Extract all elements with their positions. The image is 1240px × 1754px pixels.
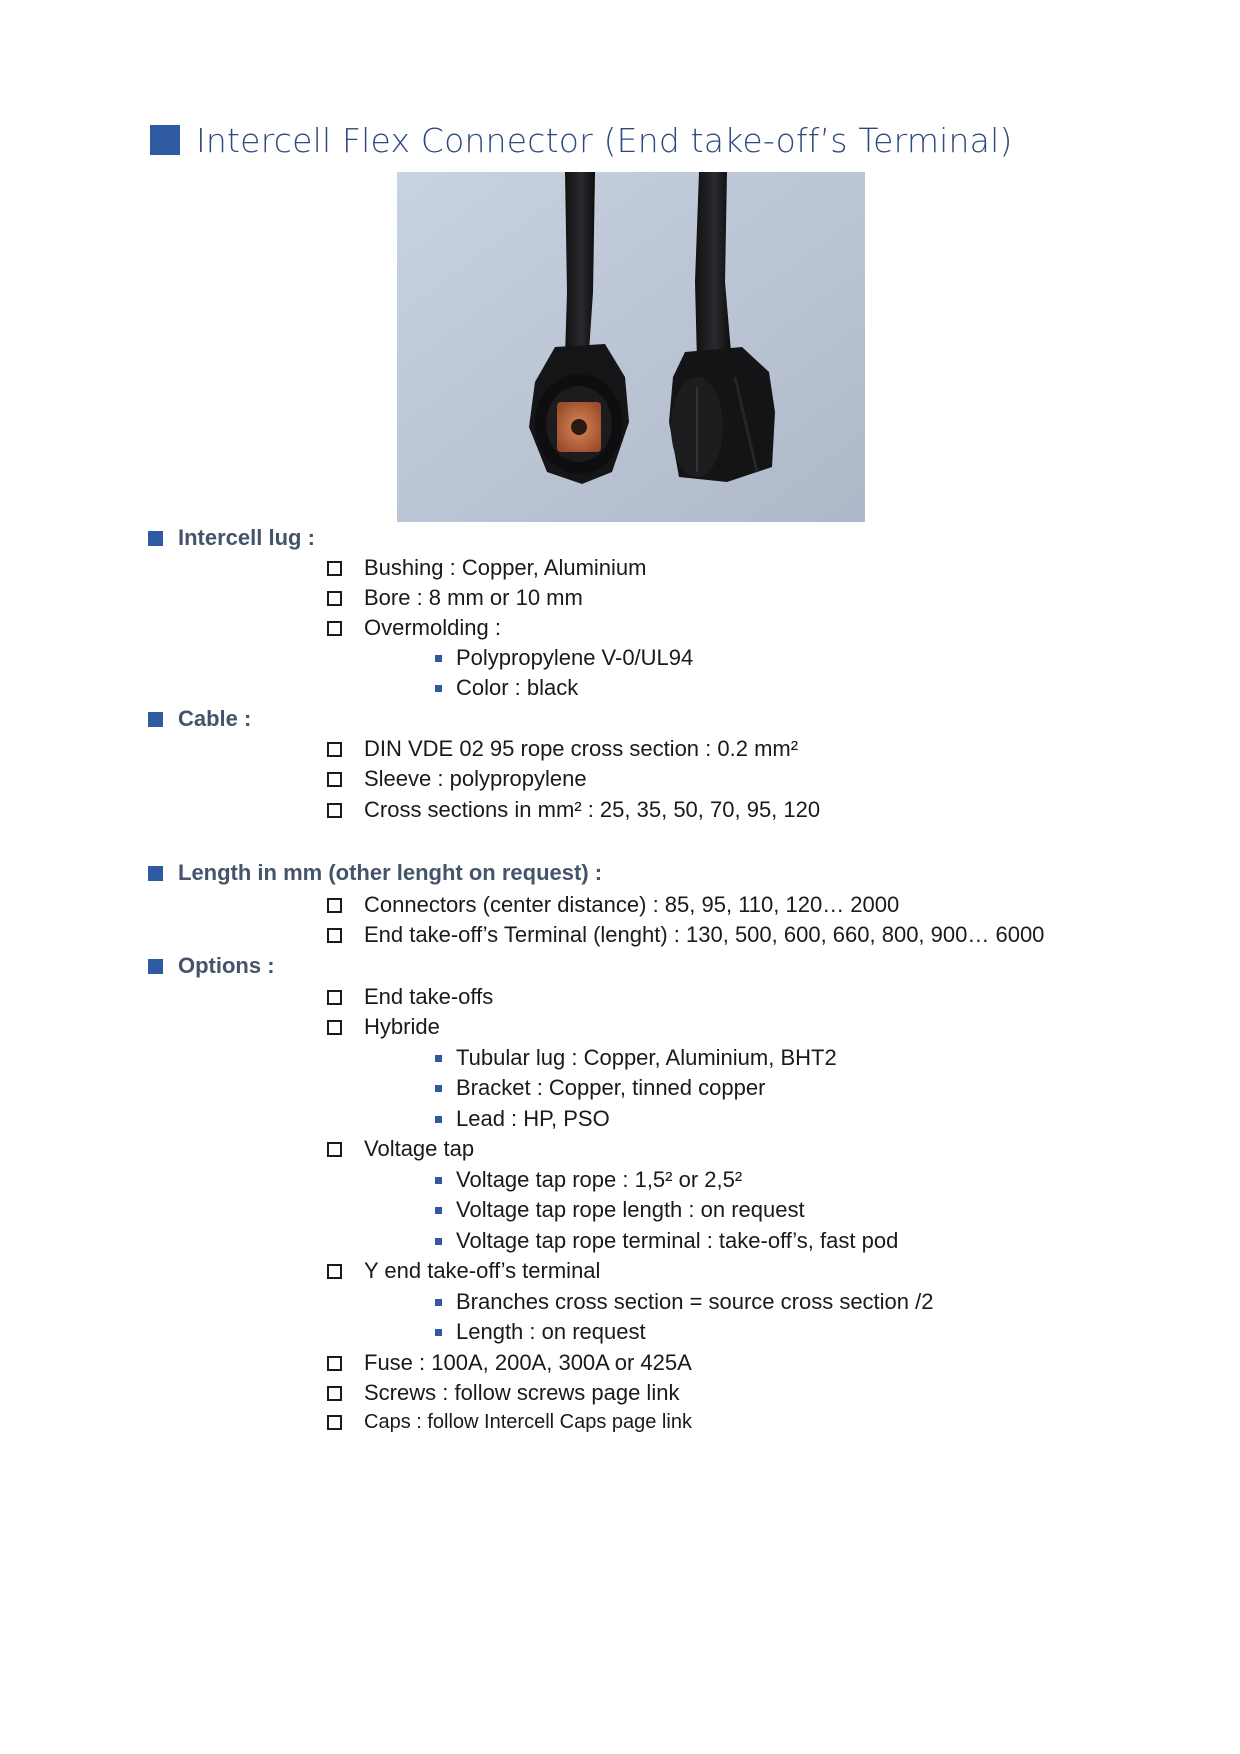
bullet-icon xyxy=(435,655,442,662)
sub-list-item xyxy=(435,644,693,672)
checklist-item xyxy=(327,1013,440,1041)
bullet-icon xyxy=(435,1238,442,1245)
sub-list-item xyxy=(435,1318,646,1346)
item-text: Connectors (center distance) : 85, 95, 110, 120… 2000 xyxy=(364,892,900,917)
section-length xyxy=(148,859,602,887)
checklist-item xyxy=(327,891,899,919)
bullet-icon xyxy=(435,1299,442,1306)
title-row xyxy=(150,118,1013,162)
bullet-icon xyxy=(435,1085,442,1092)
item-text: Bracket : Copper, tinned copper xyxy=(456,1075,766,1100)
section-options xyxy=(148,952,275,980)
sub-list-item xyxy=(435,1044,837,1072)
sub-list-item xyxy=(435,674,578,702)
item-text: Voltage tap rope length : on request xyxy=(456,1197,805,1222)
page-title: Intercell Flex Connector (End take-off’s Terminal) xyxy=(196,120,1013,160)
sub-list-item xyxy=(435,1074,765,1102)
checklist-item xyxy=(327,1408,692,1436)
section-label: Cable : xyxy=(178,706,252,731)
bullet-icon xyxy=(435,685,442,692)
item-text: DIN VDE 02 95 rope cross section : 0.2 mm² xyxy=(364,736,799,761)
checkbox-icon xyxy=(327,621,342,636)
checklist-item xyxy=(327,735,798,763)
checkbox-icon xyxy=(327,561,342,576)
item-text: Bushing : Copper, Aluminium xyxy=(364,555,647,580)
item-text: Sleeve : polypropylene xyxy=(364,766,587,791)
section-label: Intercell lug : xyxy=(178,525,315,550)
section-label: Length in mm (other lenght on request) : xyxy=(178,860,603,885)
checkbox-icon xyxy=(327,1356,342,1371)
checklist-item xyxy=(327,584,583,612)
checkbox-icon xyxy=(327,1020,342,1035)
item-text: Overmolding : xyxy=(364,615,501,640)
bullet-icon xyxy=(435,1177,442,1184)
checklist-item xyxy=(327,614,501,642)
item-text: Screws : follow screws page link xyxy=(364,1380,680,1405)
checklist-item xyxy=(327,983,493,1011)
item-text: Length : on request xyxy=(456,1319,646,1344)
item-text: End take-offs xyxy=(364,984,494,1009)
bullet-icon xyxy=(435,1207,442,1214)
sub-list-item xyxy=(435,1166,742,1194)
checkbox-icon xyxy=(327,990,342,1005)
checklist-item xyxy=(327,554,647,582)
item-text: Bore : 8 mm or 10 mm xyxy=(364,585,583,610)
sub-list-item xyxy=(435,1196,805,1224)
section-intercell-lug xyxy=(148,524,315,552)
checklist-item xyxy=(327,921,1044,949)
section-square-icon xyxy=(148,712,163,727)
item-text: Lead : HP, PSO xyxy=(456,1106,610,1131)
item-text: Caps : follow Intercell Caps page link xyxy=(364,1410,692,1433)
section-square-icon xyxy=(148,866,163,881)
item-text: Polypropylene V-0/UL94 xyxy=(456,645,694,670)
connector-photo xyxy=(397,172,865,522)
checklist-item xyxy=(327,796,820,824)
checkbox-icon xyxy=(327,591,342,606)
item-text: Fuse : 100A, 200A, 300A or 425A xyxy=(364,1350,692,1375)
bullet-icon xyxy=(435,1055,442,1062)
item-text: Tubular lug : Copper, Aluminium, BHT2 xyxy=(456,1045,837,1070)
item-text: Voltage tap rope : 1,5² or 2,5² xyxy=(456,1167,743,1192)
item-text: Cross sections in mm² : 25, 35, 50, 70, 95, 120 xyxy=(364,797,821,822)
item-text: Branches cross section = source cross section /2 xyxy=(456,1289,934,1314)
sub-list-item xyxy=(435,1288,934,1316)
checkbox-icon xyxy=(327,898,342,913)
checkbox-icon xyxy=(327,803,342,818)
checkbox-icon xyxy=(327,1415,342,1430)
item-text: End take-off’s Terminal (lenght) : 130, 500, 600, 660, 800, 900… 6000 xyxy=(364,922,1045,947)
checkbox-icon xyxy=(327,1264,342,1279)
checklist-item xyxy=(327,1379,679,1407)
checkbox-icon xyxy=(327,1142,342,1157)
checklist-item xyxy=(327,1349,692,1377)
item-text: Voltage tap rope terminal : take-off’s, fast pod xyxy=(456,1228,899,1253)
checklist-item xyxy=(327,765,587,793)
checkbox-icon xyxy=(327,772,342,787)
connector-photo-svg xyxy=(397,172,865,522)
bullet-icon xyxy=(435,1329,442,1336)
sub-list-item xyxy=(435,1227,898,1255)
checkbox-icon xyxy=(327,928,342,943)
section-square-icon xyxy=(148,531,163,546)
title-square-icon xyxy=(150,125,180,155)
item-text: Y end take-off’s terminal xyxy=(364,1258,601,1283)
checklist-item xyxy=(327,1257,600,1285)
checkbox-icon xyxy=(327,1386,342,1401)
bullet-icon xyxy=(435,1116,442,1123)
section-cable xyxy=(148,705,251,733)
section-label: Options : xyxy=(178,953,275,978)
item-text: Hybride xyxy=(364,1014,440,1039)
checkbox-icon xyxy=(327,742,342,757)
item-text: Color : black xyxy=(456,675,579,700)
sub-list-item xyxy=(435,1105,610,1133)
item-text: Voltage tap xyxy=(364,1136,475,1161)
checklist-item xyxy=(327,1135,474,1163)
section-square-icon xyxy=(148,959,163,974)
